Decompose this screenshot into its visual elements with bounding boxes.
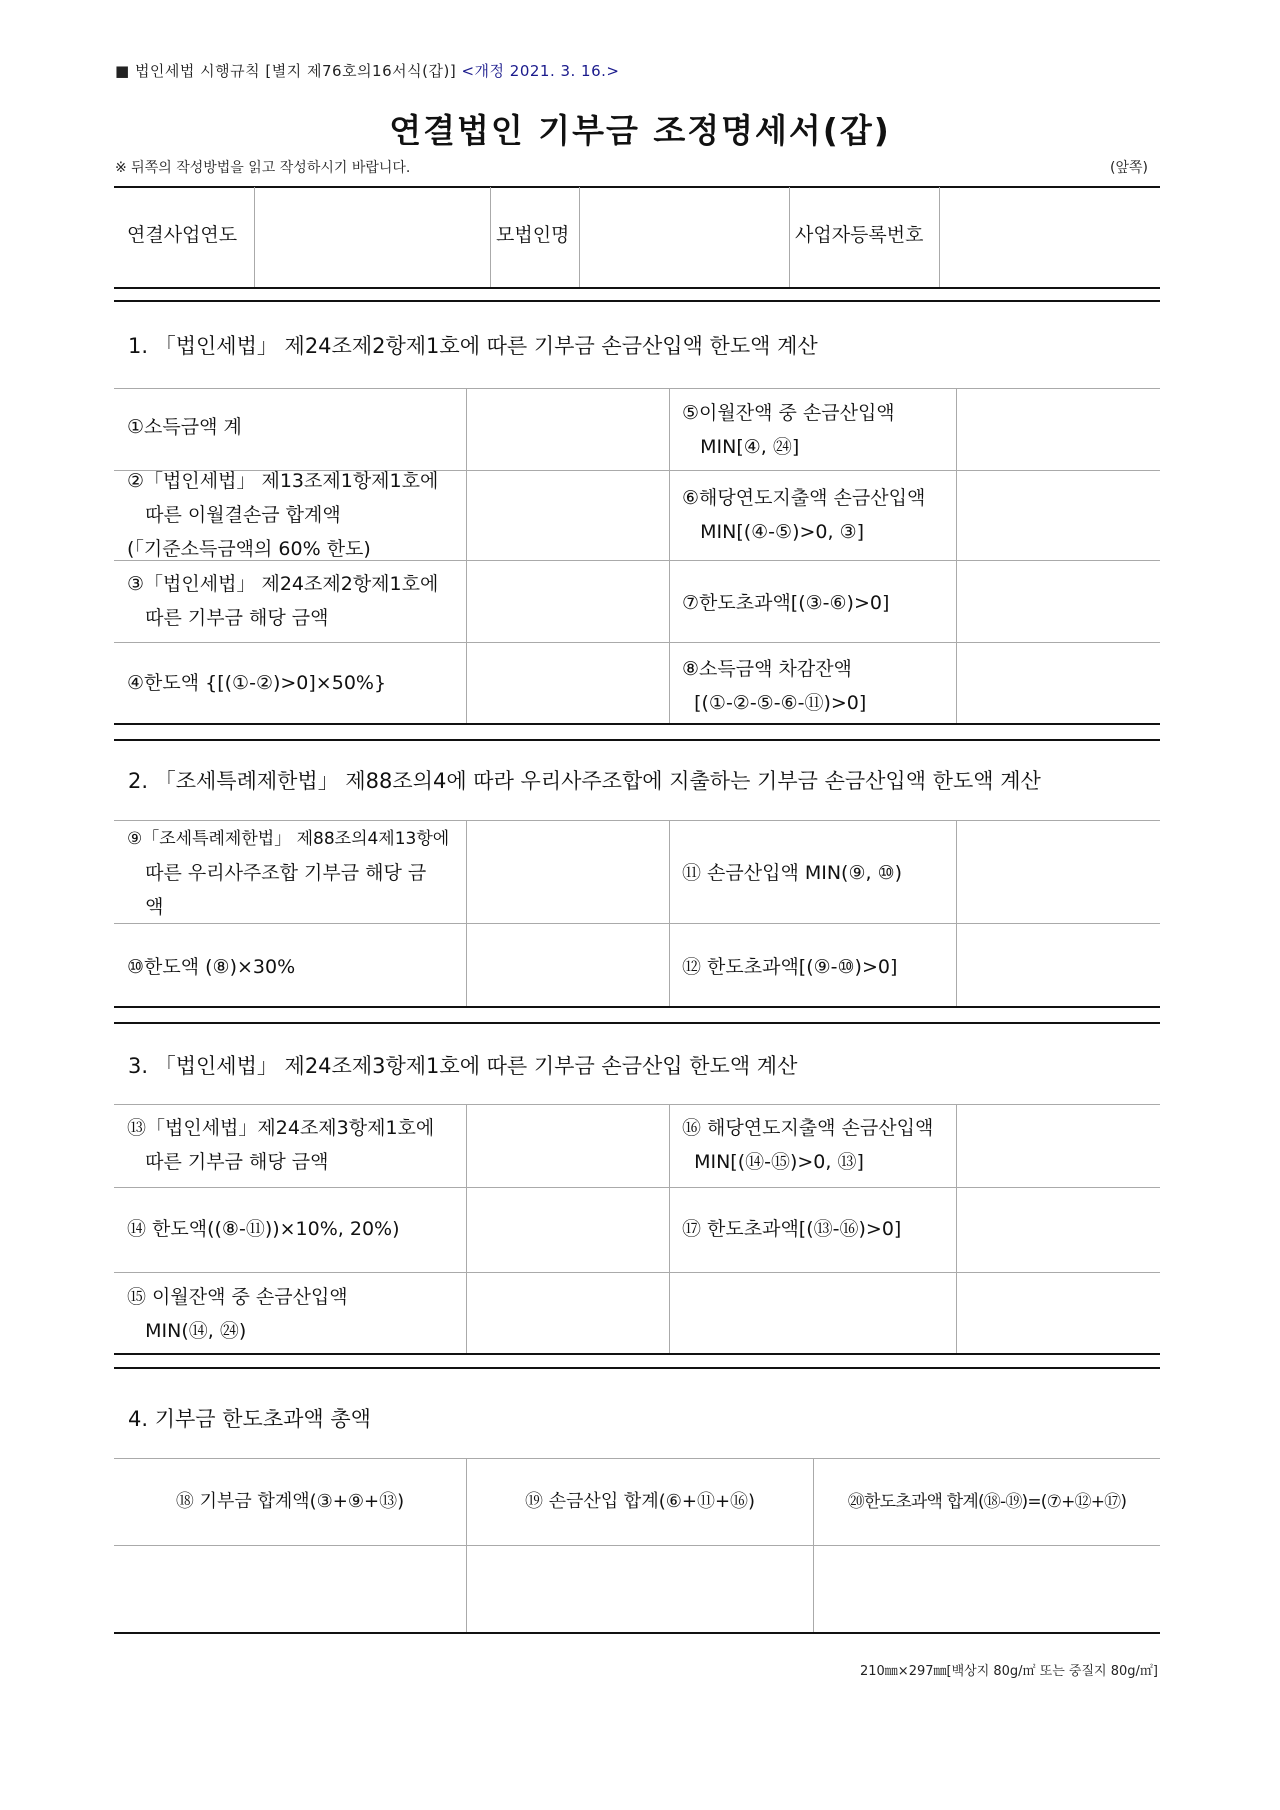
item-10-label: ⑩한도액 (⑧)×30% <box>127 956 296 978</box>
page-title: 연결법인 기부금 조정명세서(갑) <box>389 111 891 150</box>
item-8-input[interactable] <box>957 643 1160 723</box>
divider <box>669 821 670 1006</box>
item-5-label: ⑤이월잔액 중 손금산입액 MIN[④, ㉔] <box>682 402 895 458</box>
total-donation-input[interactable] <box>115 1546 466 1632</box>
instruction-note: ※ 뒤쪽의 작성방법을 읽고 작성하시기 바랍니다. <box>115 160 411 176</box>
revision-date: <개정 2021. 3. 16.> <box>461 62 620 80</box>
total-donation-header: ⑱ 기부금 합계액(③+⑨+⑬) <box>175 1491 405 1512</box>
divider <box>114 1632 1160 1634</box>
item-6-input[interactable] <box>957 471 1160 560</box>
excess-total-input[interactable] <box>814 1546 1160 1632</box>
item-11-label: ⑪ 손금산입액 MIN(⑨, ⑩) <box>682 862 903 884</box>
item-2-input[interactable] <box>467 471 669 560</box>
item-13-label: ⑬「법인세법」제24조제3항제1호에 따른 기부금 해당 금액 <box>127 1117 435 1173</box>
divider <box>114 1458 1160 1459</box>
item-1-input[interactable] <box>467 389 669 470</box>
item-9-label: ⑨「조세특례제한법」 제88조의4제13항에 따른 우리사주조합 기부금 해당 금 액 <box>127 829 450 918</box>
divider <box>114 1353 1160 1355</box>
deductible-total-input[interactable] <box>467 1546 813 1632</box>
divider <box>789 187 790 287</box>
divider <box>669 389 670 723</box>
form-reference <box>115 60 619 81</box>
label-consolidated-year: 연결사업연도 <box>127 224 238 246</box>
item-17-label: ⑰ 한도초과액[(⑬-⑯)>0] <box>682 1218 902 1240</box>
item-10-input[interactable] <box>467 924 669 1006</box>
paper-spec: 210㎜×297㎜[백상지 80g/㎡ 또는 중질지 80g/㎡] <box>859 1664 1158 1679</box>
item-12-label: ⑫ 한도초과액[(⑨-⑩)>0] <box>682 956 898 978</box>
side-indicator: (앞쪽) <box>1110 160 1148 176</box>
section2-title: 2. 「조세특례제한법」 제88조의4에 따라 우리사주조합에 지출하는 기부금 손금산입액 한도액 계산 <box>128 769 1041 793</box>
item-8-label: ⑧소득금액 차감잔액 [(①-②-⑤-⑥-⑪)>0] <box>682 658 867 714</box>
divider <box>114 1006 1160 1008</box>
divider <box>114 723 1160 725</box>
item-15-label: ⑮ 이월잔액 중 손금산입액 MIN(⑭, ㉔) <box>127 1286 348 1342</box>
divider <box>114 1022 1160 1024</box>
label-business-reg-no: 사업자등록번호 <box>795 224 924 246</box>
item-13-input[interactable] <box>467 1105 669 1187</box>
item-5-input[interactable] <box>957 389 1160 470</box>
form-ref-text: ■ 법인세법 시행규칙 [별지 제76호의16서식(갑)] <box>115 62 457 80</box>
item-12-input[interactable] <box>957 924 1160 1006</box>
item-14-input[interactable] <box>467 1188 669 1272</box>
divider <box>114 287 1160 289</box>
item-9-input[interactable] <box>467 821 669 923</box>
deductible-total-header: ⑲ 손금산입 합계(⑥+⑪+⑯) <box>524 1491 756 1512</box>
item-4-label: ④한도액 {[(①-②)>0]×50%} <box>127 672 387 694</box>
item-16-label: ⑯ 해당연도지출액 손금산입액 MIN[(⑭-⑮)>0, ⑬] <box>682 1117 934 1173</box>
parent-corp-field[interactable] <box>580 187 789 287</box>
divider <box>114 739 1160 741</box>
item-17-input[interactable] <box>957 1188 1160 1272</box>
item-2-label: ②「법인세법」 제13조제1항제1호에 따른 이월결손금 합계액 (「기준소득금액의 60% 한도) <box>127 470 439 560</box>
empty-cell <box>670 1273 1160 1353</box>
consolidated-year-field[interactable] <box>255 187 490 287</box>
business-reg-no-field[interactable] <box>940 187 1160 287</box>
divider <box>114 300 1160 302</box>
item-3-input[interactable] <box>467 561 669 642</box>
item-3-label: ③「법인세법」 제24조제2항제1호에 따른 기부금 해당 금액 <box>127 573 439 629</box>
item-7-input[interactable] <box>957 561 1160 642</box>
section3-title: 3. 「법인세법」 제24조제3항제1호에 따른 기부금 손금산입 한도액 계산 <box>128 1054 798 1078</box>
divider <box>490 187 491 287</box>
item-11-input[interactable] <box>957 821 1160 923</box>
item-1-label: ①소득금액 계 <box>127 416 242 438</box>
excess-total-header: ⑳한도초과액 합계(⑱-⑲)=(⑦+⑫+⑰) <box>847 1492 1127 1512</box>
item-7-label: ⑦한도초과액[(③-⑥)>0] <box>682 592 890 614</box>
item-16-input[interactable] <box>957 1105 1160 1187</box>
item-15-input[interactable] <box>467 1273 669 1353</box>
item-4-input[interactable] <box>467 643 669 723</box>
label-parent-corp: 모법인명 <box>496 224 570 246</box>
section1-title: 1. 「법인세법」 제24조제2항제1호에 따른 기부금 손금산입액 한도액 계산 <box>128 334 818 358</box>
item-14-label: ⑭ 한도액((⑧-⑪))×10%, 20%) <box>127 1218 400 1240</box>
item-6-label: ⑥해당연도지출액 손금산입액 MIN[(④-⑤)>0, ③] <box>682 487 926 543</box>
divider <box>114 1367 1160 1369</box>
section4-title: 4. 기부금 한도초과액 총액 <box>128 1407 371 1431</box>
